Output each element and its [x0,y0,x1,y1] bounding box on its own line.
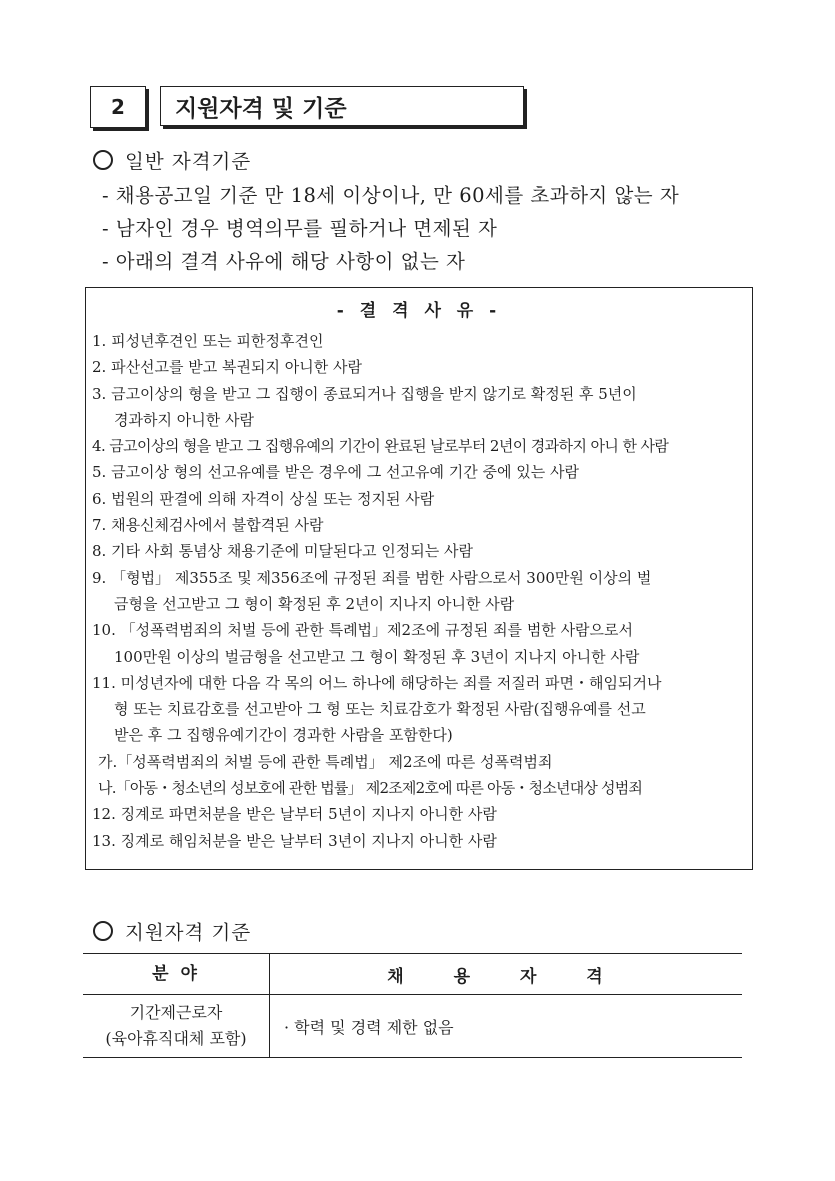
general-bullet: - 남자인 경우 병역의무를 필하거나 면제된 자 [102,217,498,240]
sub-list-item: 나.「아동・청소년의 성보호에 관한 법률」 제2조제2호에 따른 아동・청소년대상 성범죄 [98,779,643,798]
table-row [83,995,742,1058]
list-item: 2. 파산선고를 받고 복권되지 아니한 사람 [92,358,362,377]
table-header-field: 분 야 [83,954,270,995]
general-bullet: - 채용공고일 기준 만 18세 이상이나, 만 60세를 초과하지 않는 자 [102,184,680,207]
list-item: 10. 「성폭력범죄의 처벌 등에 관한 특례법」제2조에 규정된 죄를 범한 사람으로서 [92,621,634,640]
list-item: 9. 「형법」 제355조 및 제356조에 규정된 죄를 범한 사람으로서 300만원 이상의 벌 [92,568,652,587]
list-item: 6. 법원의 판결에 의해 자격이 상실 또는 정지된 사람 [92,489,435,508]
general-bullet: - 아래의 결격 사유에 해당 사항이 없는 자 [102,250,466,273]
list-item-continuation: 경과하지 아니한 사람 [114,410,254,429]
section-number: 2 [90,86,146,128]
list-item: 13. 징계로 해임처분을 받은 날부터 3년이 지나지 아니한 사람 [92,831,497,850]
criteria-heading-text: 지원자격 기준 [125,921,252,944]
general-heading [93,146,251,174]
criteria-heading [93,917,251,945]
field-line: (육아휴직대체 포함) [105,1029,247,1048]
list-item-continuation: 받은 후 그 집행유예기간이 경과한 사람을 포함한다) [114,726,453,745]
list-item: 7. 채용신체검사에서 불합격된 사람 [92,516,324,535]
list-item: 11. 미성년자에 대한 다음 각 목의 어느 하나에 해당하는 죄를 저질러 파면・해임되거나 [92,673,662,692]
field-line: 기간제근로자 [129,1003,223,1022]
list-item: 12. 징계로 파면처분을 받은 날부터 5년이 지나지 아니한 사람 [92,805,497,824]
circle-bullet-icon [93,150,113,170]
criteria-table [83,953,742,1058]
list-item: 5. 금고이상 형의 선고유예를 받은 경우에 그 선고유예 기간 중에 있는 사람 [92,463,579,482]
list-item: 1. 피성년후견인 또는 피한정후견인 [92,332,324,350]
disqualification-list [92,328,746,854]
list-item-continuation: 금형을 선고받고 그 형이 확정된 후 2년이 지나지 아니한 사람 [114,594,515,613]
table-header-qualification: 채 용 자 격 [270,954,743,995]
section-title: 지원자격 및 기준 [160,86,524,126]
circle-bullet-icon [93,921,113,941]
list-item-continuation: 형 또는 치료감호를 선고받아 그 형 또는 치료감호가 확정된 사람(집행유예를 선고 [114,700,646,719]
general-heading-text: 일반 자격기준 [125,150,252,173]
table-cell-qualification: · 학력 및 경력 제한 없음 [270,995,743,1058]
disqualification-title: - 결 격 사 유 - [336,301,502,321]
list-item: 8. 기타 사회 통념상 채용기준에 미달된다고 인정되는 사람 [92,542,473,561]
table-cell-field [83,995,270,1058]
disqualification-box [85,287,753,870]
list-item: 3. 금고이상의 형을 받고 그 집행이 종료되거나 집행을 받지 않기로 확정된 후 5년이 [92,384,637,403]
list-item-continuation: 100만원 이상의 벌금형을 선고받고 그 형이 확정된 후 3년이 지나지 아니한 사람 [114,647,640,666]
list-item: 4. 금고이상의 형을 받고 그 집행유예의 기간이 완료된 날로부터 2년이 경과하지 아니 한 사람 [92,437,669,456]
sub-list-item: 가.「성폭력범죄의 처벌 등에 관한 특례법」 제2조에 따른 성폭력범죄 [98,752,553,771]
table-header-row [83,954,742,995]
